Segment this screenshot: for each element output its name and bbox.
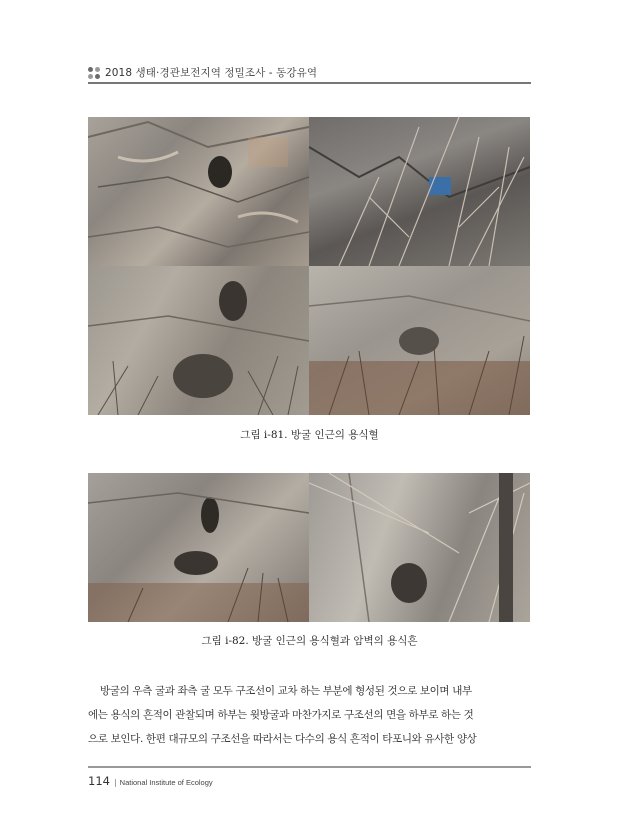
header-title: 2018 생태·경관보전지역 정밀조사 - 동강유역 xyxy=(105,67,318,79)
page-footer xyxy=(88,770,213,790)
footer-separator: | xyxy=(113,778,117,787)
photo-cave-hollow xyxy=(88,266,309,415)
footer-rule xyxy=(88,766,531,768)
page-number: 114 xyxy=(88,774,110,788)
institution-name: National Institute of Ecology xyxy=(119,778,213,787)
photo-dissolution-holes xyxy=(88,473,309,622)
photo-rock-with-branches xyxy=(309,117,530,266)
photo-cave-entrance-rock xyxy=(88,117,309,266)
photo-rock-face-shrubs xyxy=(309,266,530,415)
figure-caption-1: 그림 i-81. 방굴 인근의 용식혈 xyxy=(240,429,379,441)
body-line: 방굴의 우측 굴과 좌측 굴 모두 구조선이 교차 하는 부분에 형성된 것으로 보이며 내부 xyxy=(100,685,472,697)
body-line: 으로 보인다. 한편 대규모의 구조선을 따라서는 다수의 용식 흔적이 타포니와 유사한 양상 xyxy=(88,733,477,745)
body-paragraph xyxy=(88,679,533,751)
running-header xyxy=(88,62,531,84)
header-rule xyxy=(88,82,531,84)
bullet-dots-icon xyxy=(88,67,100,79)
figure-caption-2: 그림 i-82. 방굴 인근의 용식혈과 암벽의 용식흔 xyxy=(201,635,418,647)
photo-cliff-weathering xyxy=(309,473,530,622)
body-line: 에는 용식의 흔적이 관찰되며 하부는 윗방굴과 마찬가지로 구조선의 면을 하부로 하는 것 xyxy=(88,709,474,721)
